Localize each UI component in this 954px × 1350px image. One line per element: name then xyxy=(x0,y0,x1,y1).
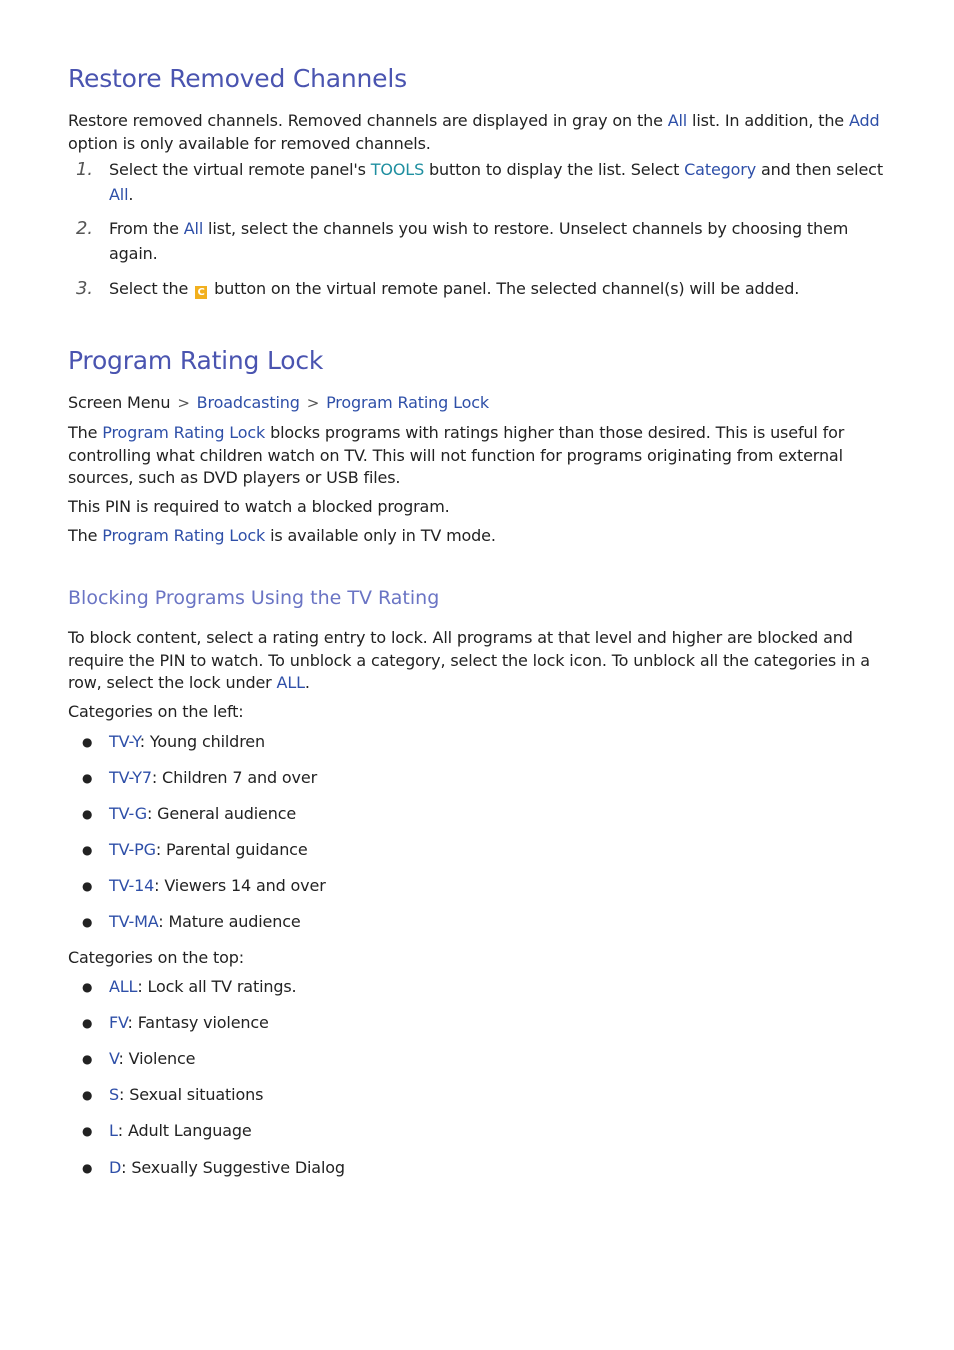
rating-paragraph-3 xyxy=(68,525,890,548)
keyword-category: Category xyxy=(684,160,757,179)
keyword-all: All xyxy=(109,184,129,204)
rating-key: TV-Y7 xyxy=(109,768,152,787)
text: button to display the list. Select xyxy=(424,160,685,179)
rating-desc: : Sexual situations xyxy=(119,1085,264,1104)
text: Restore removed channels. Removed channels are displayed in gray on the xyxy=(68,111,668,130)
rating-key: TV-Y xyxy=(109,732,140,751)
text: To block content, select a rating entry to lock. All programs at that level and higher are blocked and require the PIN to watch. To unblock a category, select the lock icon. To unblock all the categories in a row, select the lock under xyxy=(68,628,870,692)
blocking-paragraph xyxy=(68,627,890,695)
keyword-add: Add xyxy=(848,111,880,130)
text: . xyxy=(128,184,134,204)
rating-key: ALL xyxy=(109,977,138,996)
step-text xyxy=(109,217,889,266)
text: button on the virtual remote panel. The selected channel(s) will be added. xyxy=(209,279,800,298)
text: is available only in TV mode. xyxy=(265,526,496,545)
text: From the xyxy=(109,219,184,238)
categories-left-label: Categories on the left: xyxy=(68,702,244,721)
text: The xyxy=(68,526,103,545)
rating-desc: : Violence xyxy=(118,1049,196,1068)
text: list. In addition, the xyxy=(687,111,849,130)
text: blocks programs with ratings higher than those desired. This is useful for controlling what children watch on TV. This will not function for programs originating from external sources, such as DVD players or USB files. xyxy=(68,423,845,487)
bullet-icon: ● xyxy=(82,1161,93,1175)
text: Select the virtual remote panel's xyxy=(109,160,371,179)
text: Select the xyxy=(109,279,194,298)
restore-intro xyxy=(68,110,890,155)
rating-desc: : Fantasy violence xyxy=(127,1013,269,1032)
rating-key: V xyxy=(109,1049,119,1068)
rating-key: TV-14 xyxy=(109,876,155,895)
breadcrumb-root: Screen Menu xyxy=(68,393,171,412)
breadcrumb-broadcasting: Broadcasting xyxy=(196,393,300,412)
rating-desc: : Mature audience xyxy=(158,912,301,931)
rating-key: TV-PG xyxy=(109,840,156,859)
rating-desc: : Children 7 and over xyxy=(151,768,317,787)
bullet-icon: ● xyxy=(82,807,93,821)
rating-key: L xyxy=(109,1121,118,1140)
bullet-icon: ● xyxy=(82,735,93,749)
categories-top-label: Categories on the top: xyxy=(68,948,244,967)
step-number: 1. xyxy=(76,159,93,180)
rating-desc: : Young children xyxy=(139,732,265,751)
chevron-right-icon: > xyxy=(306,394,320,412)
rating-desc: : General audience xyxy=(146,804,297,823)
heading-blocking-programs: Blocking Programs Using the TV Rating xyxy=(68,587,440,609)
rating-paragraph-1 xyxy=(68,422,890,490)
chevron-right-icon: > xyxy=(177,394,190,412)
rating-key: S xyxy=(109,1085,120,1104)
rating-key: D xyxy=(109,1158,122,1177)
keyword-program-rating-lock: Program Rating Lock xyxy=(102,526,266,545)
keyword-all: All xyxy=(667,111,688,130)
text: and then select xyxy=(756,160,883,179)
bullet-icon: ● xyxy=(82,1016,93,1030)
bullet-icon: ● xyxy=(82,915,93,929)
step-number: 2. xyxy=(76,218,93,239)
step-text xyxy=(109,277,889,302)
text: option is only available for removed channels. xyxy=(68,133,431,153)
bullet-icon: ● xyxy=(82,771,93,785)
rating-key: TV-G xyxy=(109,804,147,823)
step-number: 3. xyxy=(76,278,93,299)
heading-program-rating-lock: Program Rating Lock xyxy=(68,346,324,375)
rating-desc: : Parental guidance xyxy=(155,840,308,859)
keyword-program-rating-lock: Program Rating Lock xyxy=(102,423,266,442)
text: list, select the channels you wish to restore. Unselect channels by choosing them again. xyxy=(109,219,849,263)
c-button-icon: C xyxy=(195,286,207,299)
rating-key: FV xyxy=(109,1013,128,1032)
keyword-tools: TOOLS xyxy=(370,160,425,179)
keyword-all: ALL xyxy=(276,673,305,692)
rating-paragraph-2: This PIN is required to watch a blocked program. xyxy=(68,497,450,516)
text: The xyxy=(68,423,103,442)
bullet-icon: ● xyxy=(82,1088,93,1102)
bullet-icon: ● xyxy=(82,843,93,857)
heading-restore-removed-channels: Restore Removed Channels xyxy=(68,64,407,93)
rating-key: TV-MA xyxy=(109,912,159,931)
rating-desc: : Sexually Suggestive Dialog xyxy=(121,1158,345,1177)
step-text xyxy=(109,158,889,207)
bullet-icon: ● xyxy=(82,1052,93,1066)
rating-desc: : Adult Language xyxy=(117,1121,252,1140)
bullet-icon: ● xyxy=(82,1124,93,1138)
rating-desc: : Viewers 14 and over xyxy=(154,876,326,895)
bullet-icon: ● xyxy=(82,879,93,893)
breadcrumb-program-rating-lock: Program Rating Lock xyxy=(326,393,489,412)
text: . xyxy=(304,673,310,692)
breadcrumb xyxy=(68,392,890,415)
bullet-icon: ● xyxy=(82,980,93,994)
keyword-all: All xyxy=(183,219,204,238)
rating-desc: : Lock all TV ratings. xyxy=(137,977,297,996)
